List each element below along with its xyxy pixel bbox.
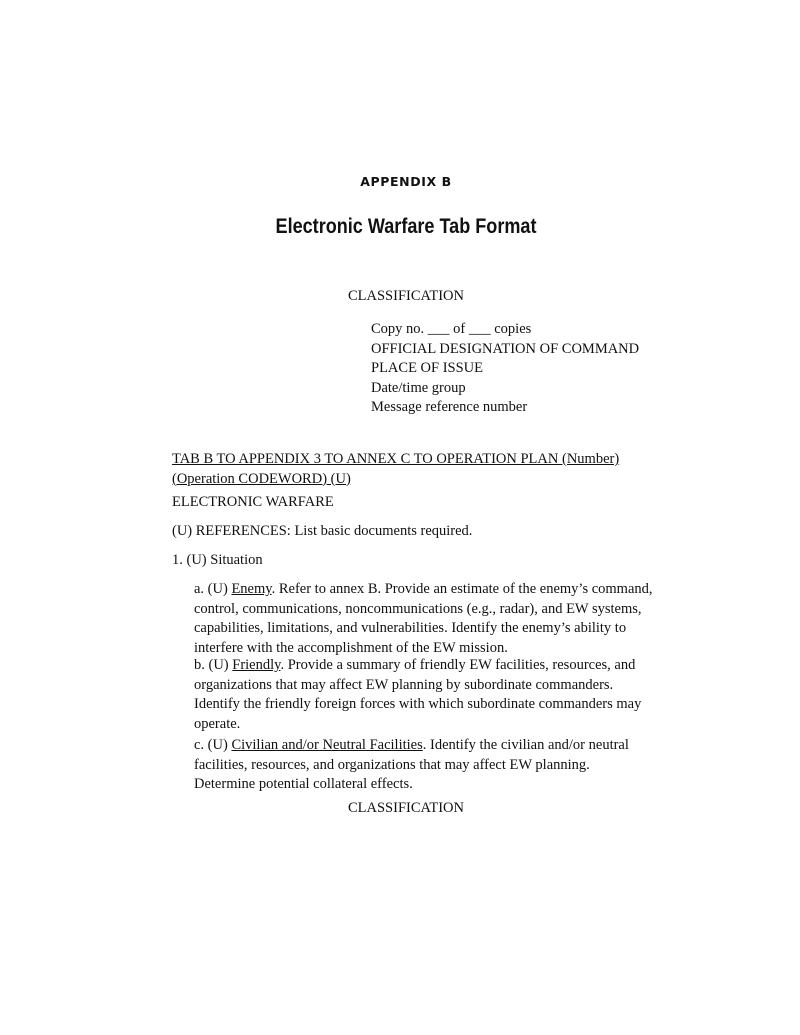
official-designation-line: OFFICIAL DESIGNATION OF COMMAND — [371, 340, 640, 357]
message-reference-line: Message reference number — [371, 399, 528, 416]
paragraph-enemy-heading: Enemy — [231, 581, 272, 597]
situation-heading: 1. (U) Situation — [172, 552, 263, 568]
appendix-label: APPENDIX B — [360, 174, 452, 189]
tab-title-line-2: (Operation CODEWORD) (U) — [172, 470, 351, 487]
copy-number-line: Copy no. ___ of ___ copies — [371, 321, 532, 337]
paragraph-civilian-text: . Identify the civilian and/or neutral facilities, resources, and organizations that may affect EW planning. Determine potential collateral effects. — [194, 737, 629, 793]
document-title: Electronic Warfare Tab Format — [275, 215, 537, 238]
paragraph-friendly — [194, 656, 654, 734]
paragraph-civilian-heading: Civilian and/or Neutral Facilities — [231, 737, 423, 753]
header-block — [371, 320, 639, 418]
paragraph-enemy — [194, 580, 654, 658]
tab-title — [172, 450, 642, 489]
paragraph-friendly-prefix: b. (U) — [194, 657, 233, 673]
place-of-issue-line: PLACE OF ISSUE — [371, 360, 483, 377]
paragraph-enemy-prefix: a. (U) — [194, 581, 232, 597]
references-line: (U) REFERENCES: List basic documents required. — [172, 523, 473, 539]
paragraph-civilian — [194, 736, 654, 795]
paragraph-friendly-heading: Friendly — [232, 657, 281, 673]
classification-bottom: CLASSIFICATION — [347, 800, 464, 816]
tab-title-line-1: TAB B TO APPENDIX 3 TO ANNEX C TO OPERATION PLAN (Number) — [172, 451, 620, 467]
paragraph-civilian-prefix: c. (U) — [194, 737, 232, 753]
paragraph-enemy-text: . Refer to annex B. Provide an estimate of the enemy’s command, control, communications, noncommunications (e.g., radar), and EW systems, capabilities, limitations, and vulnerabilities. Identify the enemy’s ability to interfere with the accomplishment of the EW mission. — [194, 581, 653, 656]
classification-top: CLASSIFICATION — [347, 288, 464, 304]
date-time-group-line: Date/time group — [371, 379, 466, 396]
paragraph-friendly-text: . Provide a summary of friendly EW facilities, resources, and organizations that may affect EW planning by subordinate commanders. Identify the friendly foreign forces with which subordinate commanders may operate. — [194, 657, 642, 732]
section-heading: ELECTRONIC WARFARE — [172, 494, 334, 510]
